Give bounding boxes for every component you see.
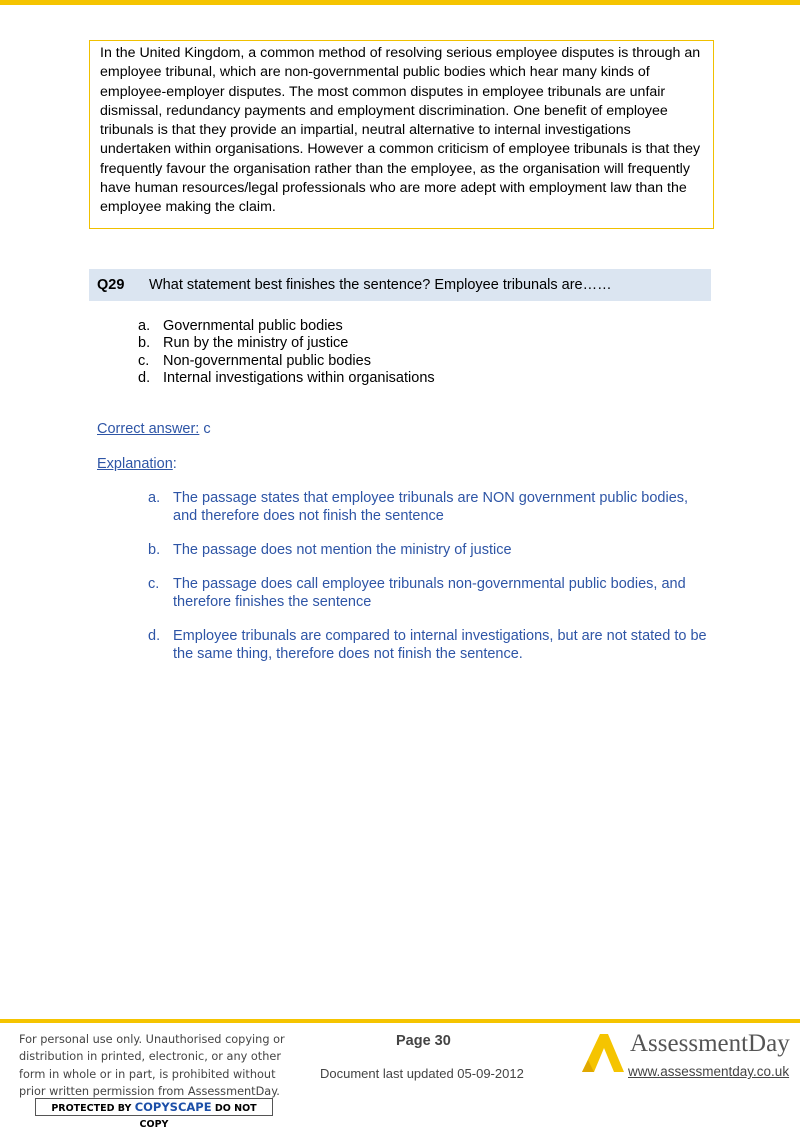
option-letter: a. <box>138 318 151 334</box>
explanation-text: The passage does not mention the ministry of justice <box>173 542 512 558</box>
explanation-letter: a. <box>148 490 161 506</box>
explanation-list <box>148 489 708 679</box>
explanation-heading <box>97 456 177 472</box>
website-link[interactable]: www.assessmentday.co.uk <box>628 1064 790 1079</box>
top-accent-rule <box>0 0 800 5</box>
copyscape-badge[interactable] <box>35 1098 273 1130</box>
correct-answer-label: Correct answer: <box>97 421 200 437</box>
explanation-item <box>148 541 708 559</box>
copyscape-brand: COPYSCAPE <box>134 1100 212 1114</box>
explanation-letter: d. <box>148 628 161 644</box>
copyscape-suffix: DO NOT COPY <box>139 1103 257 1130</box>
option-letter: c. <box>138 352 150 369</box>
answer-options <box>138 318 435 387</box>
explanation-colon: : <box>172 456 177 472</box>
option-item <box>138 335 435 352</box>
explanation-item <box>148 489 708 525</box>
disclaimer-line: form in whole or in part, is prohibited without <box>19 1067 276 1081</box>
passage-box: In the United Kingdom, a common method of resolving serious employee disputes is through an employee tribunal, which are non-governmental public bodies which hear many kinds of employee-employer disputes. The most common disputes in employee tribunals are unfair dismissal, redundancy payments and employment discrimination. One benefit of employee tribunals is that they provide an impartial, neutral alternative to internal investigations undertaken within organisations. However a common criticism of employee tribunals is that they frequently favour the organisation rather than the employee, as the organisation will frequently have human resources/legal professionals who are more adept with employment law than the employee making the claim. <box>89 40 714 229</box>
option-text: Run by the ministry of justice <box>163 335 349 352</box>
explanation-label: Explanation <box>97 456 173 472</box>
copyscape-prefix: PROTECTED BY <box>51 1103 135 1114</box>
explanation-item <box>148 627 708 663</box>
option-text: Governmental public bodies <box>163 318 343 334</box>
explanation-text: The passage does call employee tribunals non-governmental public bodies, and therefore finishes the sentence <box>173 576 686 610</box>
question-text: What statement best finishes the sentence? Employee tribunals are…… <box>149 277 612 293</box>
option-text: Internal investigations within organisations <box>163 369 435 386</box>
disclaimer-line: prior written permission from AssessmentDay. <box>19 1085 280 1099</box>
correct-answer-value: c <box>199 421 211 437</box>
explanation-letter: b. <box>148 542 161 558</box>
option-letter: b. <box>138 335 151 352</box>
page-number: Page 30 <box>396 1033 451 1049</box>
explanation-text: The passage states that employee tribunals are NON government public bodies, and therefore does not finish the sentence <box>173 490 689 524</box>
footer-disclaimer <box>19 1031 299 1101</box>
option-item <box>138 318 435 335</box>
disclaimer-line: For personal use only. Unauthorised copying or <box>19 1033 285 1046</box>
assessmentday-logo-icon <box>578 1030 628 1075</box>
footer-accent-rule <box>0 1019 800 1023</box>
explanation-text: Employee tribunals are compared to internal investigations, but are not stated to be the same thing, therefore does not finish the sentence. <box>173 628 707 662</box>
explanation-letter: c. <box>148 576 160 592</box>
explanation-item <box>148 575 708 611</box>
correct-answer <box>97 421 211 437</box>
last-updated: Document last updated 05-09-2012 <box>320 1066 524 1081</box>
question-bar <box>89 269 711 301</box>
option-item <box>138 353 435 370</box>
option-letter: d. <box>138 369 151 386</box>
question-number: Q29 <box>97 277 125 293</box>
logo-text: AssessmentDay <box>630 1030 790 1057</box>
option-text: Non-governmental public bodies <box>163 352 371 369</box>
disclaimer-line: distribution in printed, electronic, or any other <box>19 1050 281 1064</box>
option-item <box>138 370 435 387</box>
